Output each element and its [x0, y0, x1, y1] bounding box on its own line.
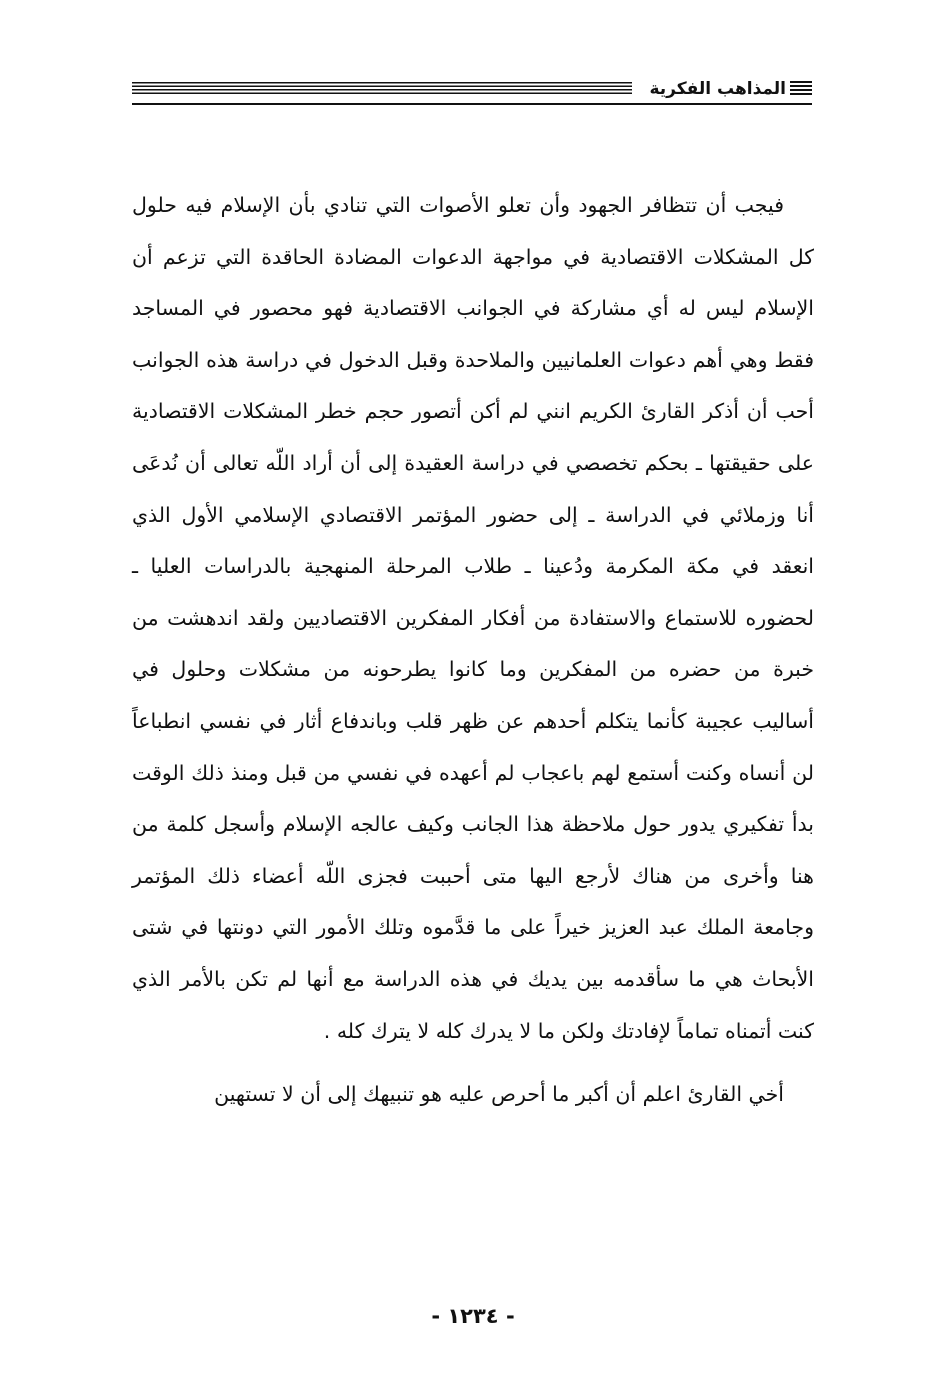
body-paragraph-2: أخي القارئ اعلم أن أكبر ما أحرص عليه هو تنبيهك إلى أن لا تستهين [214, 1082, 784, 1107]
header-ornament [790, 81, 812, 97]
header-decorative-rules [132, 82, 632, 96]
body-paragraph-1: فيجب أن تتظافر الجهود وأن تعلو الأصوات التي تنادي بأن الإسلام فيه حلول كل المشكلات الاقتصادية في مواجهة الدعوات المضادة الحاقدة التي تزعم أن الإسلام ليس له أي مشاركة في الجوانب الاقتصادية فهو محصور في المساجد فقط وهي أهم دعوات العلمانيين والملاحدة وقبل الدخول في دراسة هذه الجوانب أحب أن أذكر القارئ الكريم انني لم أكن أتصور حجم خطر المشكلات الاقتصادية على حقيقتها ـ بحكم تخصصي في دراسة العقيدة إلى أن أراد اللّه تعالى أن نُدعَى أنا وزملائي في الدراسة ـ إلى حضور المؤتمر الاقتصادي الإسلامي الأول الذي انعقد في مكة المكرمة ودُعينا ـ طلاب المرحلة المنهجية بالدراسات العليا ـ لحضوره للاستماع والاستفادة من أفكار المفكرين الاقتصاديين ولقد اندهشت من خبرة من حضره من المفكرين وما كانوا يطرحونه من مشكلات وحلول في أساليب عجيبة كأنما يتكلم أحدهم عن ظهر قلب وباندفاع أثار في نفسي انطباعاً لن أنساه وكنت أستمع لهم باعجاب لم أعهده في نفسي من قبل ومنذ ذلك الوقت بدأ تفكيري يدور حول ملاحظة هذا الجانب وكيف عالجه الإسلام وأسجل كلمة من هنا وأخرى من هناك لأرجع اليها متى أحببت فجزى اللّه أعضاء ذلك المؤتمر وجامعة الملك عبد العزيز خيراً على ما قدَّموه وتلك الأمور التي دونتها في شتى الأبحاث هي ما سأقدمه بين يديك في هذه الدراسة مع أنها لم تكن بالأمر الذي كنت أتمناه تماماً لإفادتك ولكن ما لا يدرك كله لا يترك كله . [132, 193, 814, 1043]
page-body [132, 180, 814, 1121]
header-title: المذاهب الفكرية [641, 78, 786, 100]
running-header [132, 76, 812, 106]
page-number: - ١٢٣٤ - [431, 1304, 515, 1328]
header-bottom-rule [132, 103, 812, 105]
